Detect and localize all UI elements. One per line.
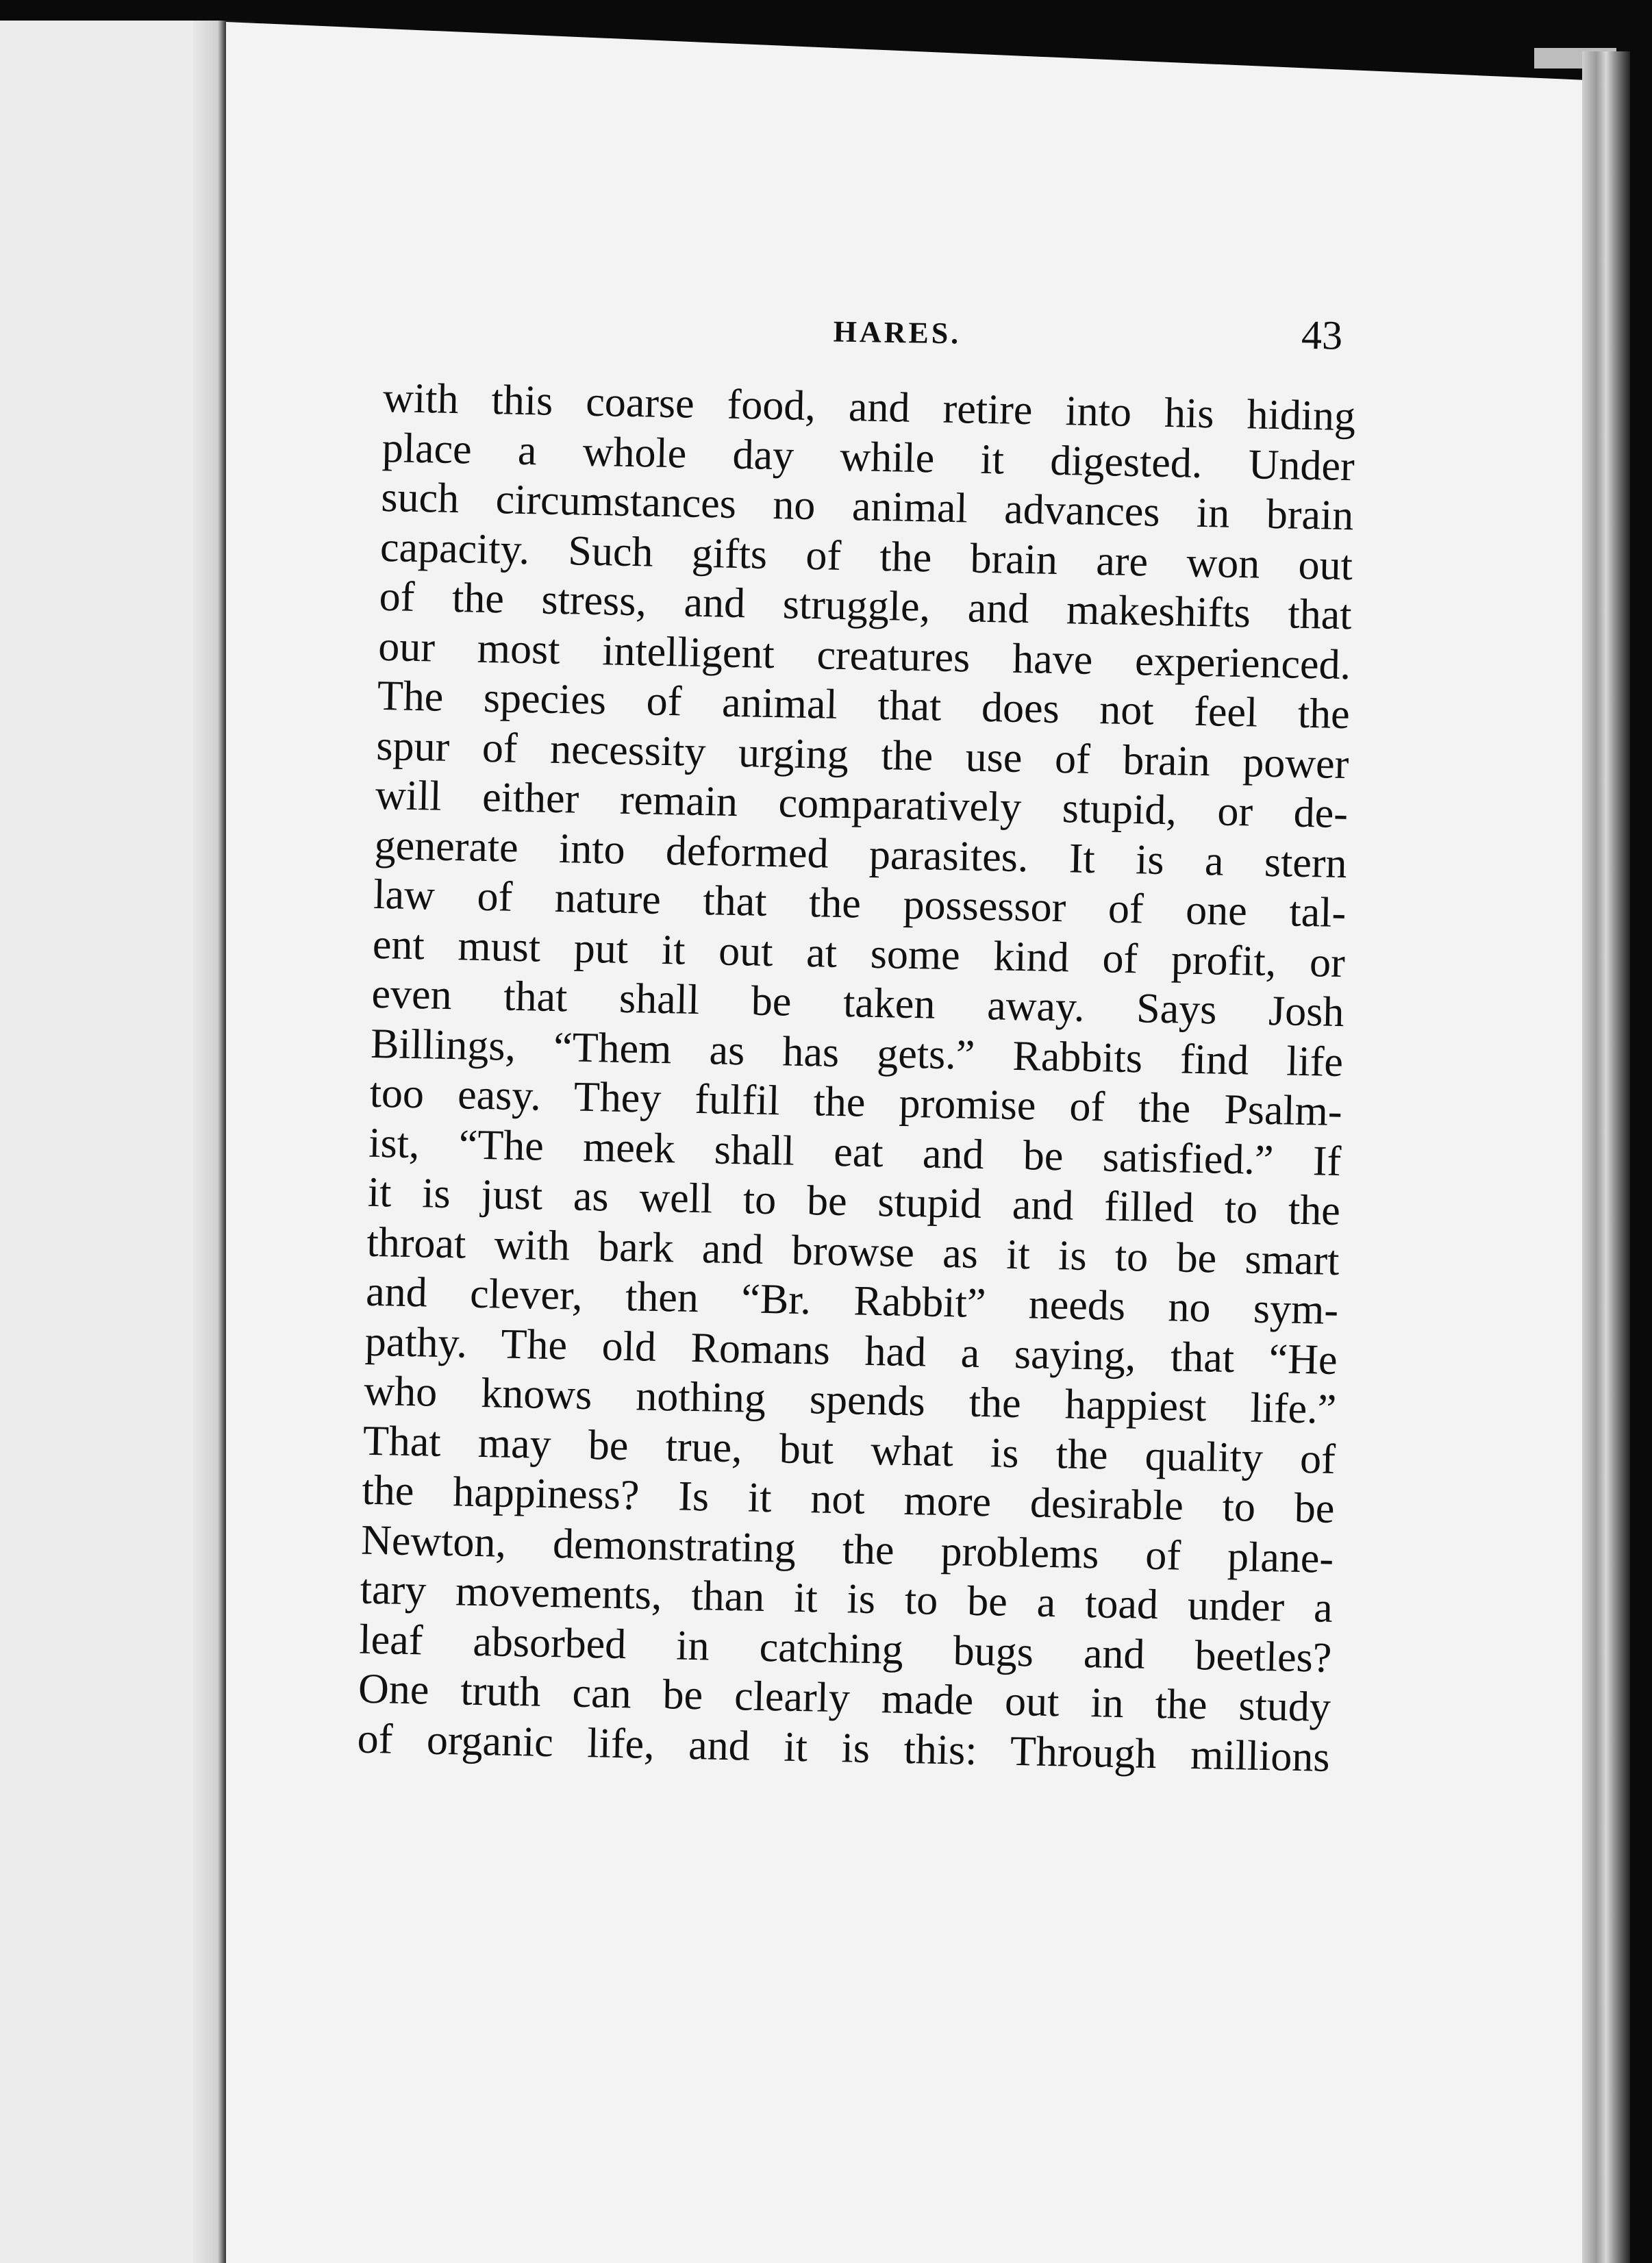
text-line: too easy. They fulfil the promise of the Psalm- — [369, 1069, 1343, 1136]
text-line: even that shall be taken away. Says Josh — [371, 970, 1344, 1036]
text-line: the happiness? Is it not more desirable to be — [362, 1466, 1336, 1532]
text-line: with this coarse food, and retire into his hiding — [382, 374, 1356, 440]
text-line: our most intelligent creatures have experienced. — [377, 623, 1351, 688]
text-line: ent must put it out at some kind of profit, or — [372, 921, 1346, 986]
text-line: Newton, demonstrating the problems of plane- — [360, 1516, 1334, 1582]
text-line: pathy. The old Romans had a saying, that “He — [364, 1318, 1338, 1384]
text-line: throat with bark and browse as it is to be smart — [366, 1218, 1340, 1284]
text-line: such circumstances no animal advances in brain — [380, 473, 1354, 540]
text-line: That may be true, but what is the quality of — [362, 1417, 1336, 1483]
text-line: The species of animal that does not feel the — [377, 672, 1351, 738]
body-text — [357, 373, 1356, 1782]
text-line: leaf absorbed in catching bugs and beetles? — [358, 1616, 1332, 1681]
text-line: Billings, “Them as has gets.” Rabbits find life — [370, 1020, 1344, 1086]
text-line: it is just as well to be stupid and filled to the — [367, 1168, 1341, 1235]
text-line: ist, “The meek shall eat and be satisfied.” If — [368, 1119, 1342, 1185]
text-line: of organic life, and it is this: Through millions — [357, 1715, 1331, 1781]
text-line: generate into deformed parasites. It is a stern — [374, 821, 1348, 887]
text-line: place a whole day while it digested. Under — [381, 424, 1355, 490]
text-line: of the stress, and struggle, and makeshifts that — [379, 573, 1353, 639]
text-line: One truth can be clearly made out in the study — [358, 1665, 1331, 1731]
text-line: will either remain comparatively stupid, or de- — [375, 771, 1349, 838]
text-line: law of nature that the possessor of one tal- — [373, 871, 1347, 937]
text-line: capacity. Such gifts of the brain are won out — [379, 523, 1353, 589]
text-line: spur of necessity urging the use of brain power — [375, 722, 1349, 788]
text-line: and clever, then “Br. Rabbit” needs no sym- — [365, 1268, 1339, 1334]
page-stack-edge — [1582, 51, 1630, 2263]
text-line: who knows nothing spends the happiest life.” — [363, 1367, 1337, 1433]
text-line: tary movements, than it is to be a toad under a — [360, 1566, 1334, 1631]
page-number: 43 — [1301, 312, 1343, 358]
running-head: HARES. — [833, 314, 962, 351]
